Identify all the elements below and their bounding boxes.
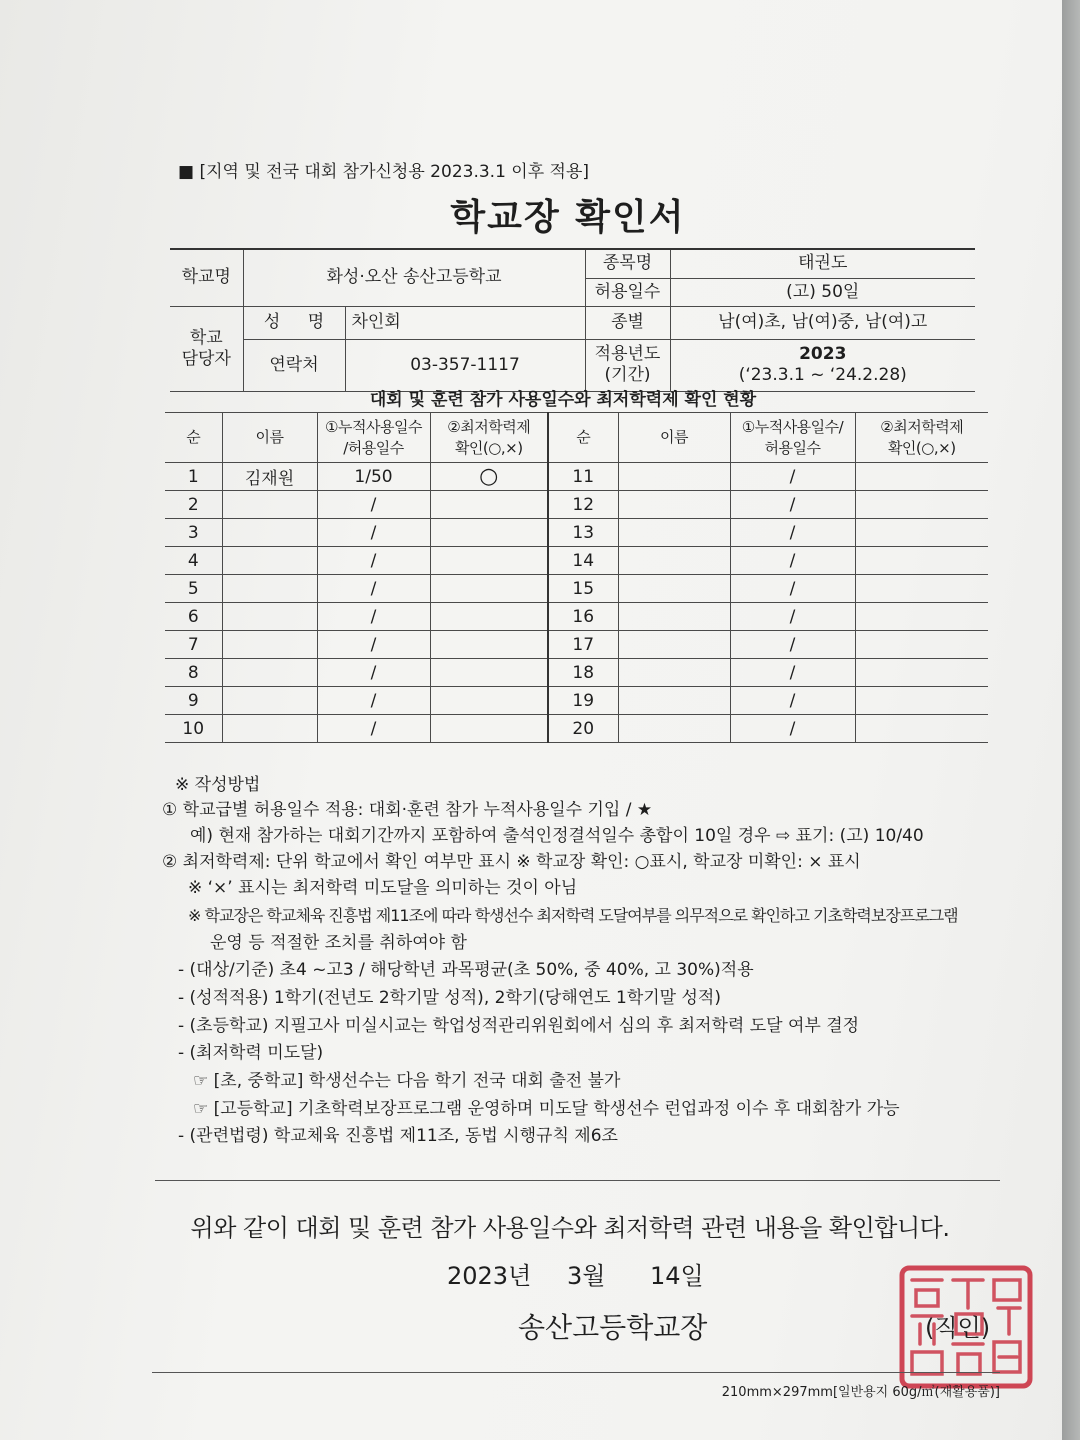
year-label-line2: (기간) — [604, 365, 651, 385]
date-year: 2023년 — [447, 1262, 532, 1290]
student-name — [618, 519, 730, 547]
participation-records-table — [165, 412, 988, 743]
min-academic-check: ○ — [430, 463, 548, 491]
form-header-note — [178, 160, 589, 184]
header-name: 이름 — [618, 413, 730, 463]
year-label-line1: 적용년도 — [594, 344, 661, 364]
photo-background-edge — [1062, 0, 1080, 1440]
student-name — [618, 715, 730, 743]
min-academic-check — [855, 659, 988, 687]
row-number: 19 — [548, 687, 618, 715]
row-number: 13 — [548, 519, 618, 547]
allowed-days-label: 허용일수 — [585, 278, 670, 306]
table-row — [165, 603, 988, 631]
row-number: 11 — [548, 463, 618, 491]
table-row — [165, 659, 988, 687]
used-days: 1/50 — [317, 463, 430, 491]
confirmation-statement: 위와 같이 대회 및 훈련 참가 사용일수와 최저학력 관련 내용을 확인합니다. — [190, 1214, 950, 1242]
used-days: / — [730, 491, 855, 519]
row-number: 5 — [165, 575, 222, 603]
min-academic-check — [855, 491, 988, 519]
student-name — [222, 715, 317, 743]
student-name — [222, 631, 317, 659]
student-name — [222, 491, 317, 519]
phone-value: 03-357-1117 — [345, 339, 585, 391]
table-row — [165, 463, 988, 491]
section-title: 대회 및 훈련 참가 사용일수와 최저학력제 확인 현황 — [369, 390, 757, 410]
used-days: / — [317, 603, 430, 631]
document-title: 학교장 확인서 — [450, 197, 686, 238]
note-line: - (최저학력 미도달) — [178, 1043, 324, 1063]
table-row — [165, 687, 988, 715]
phone-label: 연락처 — [243, 339, 345, 391]
note-line: ※ 학교장은 학교체육 진흥법 제11조에 따라 학생선수 최저학력 도달여부를 의무적으로 확인하고 기초학력보장프로그램 — [188, 906, 958, 925]
row-number: 4 — [165, 547, 222, 575]
used-days: / — [730, 687, 855, 715]
student-name — [618, 659, 730, 687]
header-used-days: ①누적사용일수/ 허용일수 — [730, 413, 855, 463]
row-number: 6 — [165, 603, 222, 631]
used-days: / — [730, 463, 855, 491]
note-line: 예) 현재 참가하는 대회기간까지 포함하여 출석인정결석일수 총합이 10일 경우 ⇨ 표기: (고) 10/40 — [190, 826, 924, 846]
min-academic-check — [430, 575, 548, 603]
student-name — [222, 575, 317, 603]
note-line: 운영 등 적절한 조치를 취하여야 함 — [210, 933, 467, 953]
min-academic-check — [430, 603, 548, 631]
square-bullet-icon: ■ — [178, 162, 195, 182]
note-line: - (성적적용) 1학기(전년도 2학기말 성적), 2학기(당해연도 1학기말 성적) — [178, 988, 721, 1008]
used-days: / — [317, 715, 430, 743]
used-days: / — [317, 659, 430, 687]
official-seal-label: (직인) — [925, 1314, 991, 1342]
note-line: - (초등학교) 지필고사 미실시교는 학업성적관리위원회에서 심의 후 최저학력 도달 여부 결정 — [178, 1016, 860, 1036]
bottom-line — [152, 1372, 1000, 1373]
table-row — [165, 519, 988, 547]
min-academic-check — [430, 491, 548, 519]
used-days: / — [730, 659, 855, 687]
header-name: 이름 — [222, 413, 317, 463]
student-name — [222, 519, 317, 547]
row-number: 8 — [165, 659, 222, 687]
manager-label-line2: 담당자 — [181, 348, 231, 369]
student-name — [618, 575, 730, 603]
allowed-days-value: (고) 50일 — [670, 278, 975, 306]
row-number: 10 — [165, 715, 222, 743]
table-row — [165, 491, 988, 519]
min-academic-check — [855, 687, 988, 715]
date-month: 3월 — [567, 1262, 606, 1290]
used-days: / — [317, 575, 430, 603]
paper-spec-footer: 210mm×297mm[일반용지 60g/㎡(재활용품)] — [721, 1385, 1000, 1400]
min-academic-check — [855, 603, 988, 631]
school-manager-label — [170, 306, 243, 391]
min-academic-check — [430, 547, 548, 575]
table-row — [165, 631, 988, 659]
row-number: 15 — [548, 575, 618, 603]
used-days: / — [730, 575, 855, 603]
note-line: - (대상/기준) 초4 ~고3 / 해당학년 과목평균(초 50%, 중 40%, 고 30%)적용 — [178, 960, 754, 980]
manager-name-label: 성 명 — [243, 306, 345, 339]
sport-value: 태권도 — [670, 249, 975, 278]
note-line: - (관련법령) 학교체육 진흥법 제11조, 동법 시행규칙 제6조 — [178, 1126, 618, 1146]
school-name-label: 학교명 — [170, 249, 243, 306]
row-number: 3 — [165, 519, 222, 547]
used-days: / — [730, 631, 855, 659]
note-line: ① 학교급별 허용일수 적용: 대회·훈련 참가 누적사용일수 기입 / ★ — [162, 800, 653, 820]
student-name — [618, 631, 730, 659]
school-name-value: 화성·오산 송산고등학교 — [243, 249, 585, 306]
row-number: 2 — [165, 491, 222, 519]
student-name — [222, 687, 317, 715]
row-number: 12 — [548, 491, 618, 519]
min-academic-check — [430, 687, 548, 715]
student-name — [222, 659, 317, 687]
form-usage-note: [지역 및 전국 대회 참가신청용 2023.3.1 이후 적용] — [199, 162, 590, 182]
table-row — [165, 547, 988, 575]
student-name — [618, 491, 730, 519]
period-value: (‘23.3.1 ~ ‘24.2.28) — [738, 365, 907, 385]
note-line: ※ ‘×’ 표시는 최저학력 미도달을 의미하는 것이 아님 — [188, 878, 578, 898]
manager-name-value: 차인회 — [345, 306, 585, 339]
used-days: / — [317, 631, 430, 659]
used-days: / — [317, 547, 430, 575]
student-name — [618, 547, 730, 575]
table-row — [165, 715, 988, 743]
used-days: / — [317, 491, 430, 519]
header-no: 순 — [548, 413, 618, 463]
table-row — [165, 575, 988, 603]
row-number: 7 — [165, 631, 222, 659]
used-days: / — [730, 547, 855, 575]
used-days: / — [730, 603, 855, 631]
divider-line — [155, 1180, 1000, 1181]
notes-heading: ※ 작성방법 — [175, 775, 261, 795]
student-name — [222, 603, 317, 631]
note-line: ☞ [초, 중학교] 학생선수는 다음 학기 전국 대회 출전 불가 — [193, 1071, 621, 1091]
note-line: ② 최저학력제: 단위 학교에서 확인 여부만 표시 ※ 학교장 확인: ○표시, 학교장 미확인: × 표시 — [162, 852, 861, 872]
row-number: 14 — [548, 547, 618, 575]
row-number: 9 — [165, 687, 222, 715]
used-days: / — [730, 715, 855, 743]
header-min-academic: ②최저학력제 확인(○,×) — [855, 413, 988, 463]
school-info-table — [170, 248, 975, 392]
min-academic-check — [430, 715, 548, 743]
row-number: 1 — [165, 463, 222, 491]
header-min-academic: ②최저학력제 확인(○,×) — [430, 413, 548, 463]
manager-label-line1: 학교 — [189, 327, 223, 348]
category-value: 남(여)초, 남(여)중, 남(여)고 — [670, 306, 975, 339]
sport-label: 종목명 — [585, 249, 670, 278]
student-name: 김재원 — [222, 463, 317, 491]
min-academic-check — [855, 519, 988, 547]
min-academic-check — [855, 547, 988, 575]
applied-year-label — [585, 339, 670, 391]
header-used-days: ①누적사용일수 /허용일수 — [317, 413, 430, 463]
note-line: ☞ [고등학교] 기초학력보장프로그램 운영하며 미도달 학생선수 런업과정 이수 후 대회참가 가능 — [193, 1099, 900, 1119]
min-academic-check — [855, 575, 988, 603]
student-name — [618, 463, 730, 491]
min-academic-check — [430, 659, 548, 687]
used-days: / — [730, 519, 855, 547]
min-academic-check — [855, 631, 988, 659]
principal-title: 송산고등학교장 — [518, 1311, 708, 1344]
year-value: 2023 — [799, 344, 847, 364]
row-number: 16 — [548, 603, 618, 631]
row-number: 18 — [548, 659, 618, 687]
used-days: / — [317, 687, 430, 715]
student-name — [618, 687, 730, 715]
applied-year-value — [670, 339, 975, 391]
row-number: 17 — [548, 631, 618, 659]
header-no: 순 — [165, 413, 222, 463]
min-academic-check — [430, 519, 548, 547]
min-academic-check — [430, 631, 548, 659]
category-label: 종별 — [585, 306, 670, 339]
date-day: 14일 — [650, 1262, 704, 1290]
records-body — [165, 463, 988, 743]
min-academic-check — [855, 715, 988, 743]
student-name — [618, 603, 730, 631]
row-number: 20 — [548, 715, 618, 743]
min-academic-check — [855, 463, 988, 491]
used-days: / — [317, 519, 430, 547]
table-header-row — [165, 413, 988, 463]
student-name — [222, 547, 317, 575]
